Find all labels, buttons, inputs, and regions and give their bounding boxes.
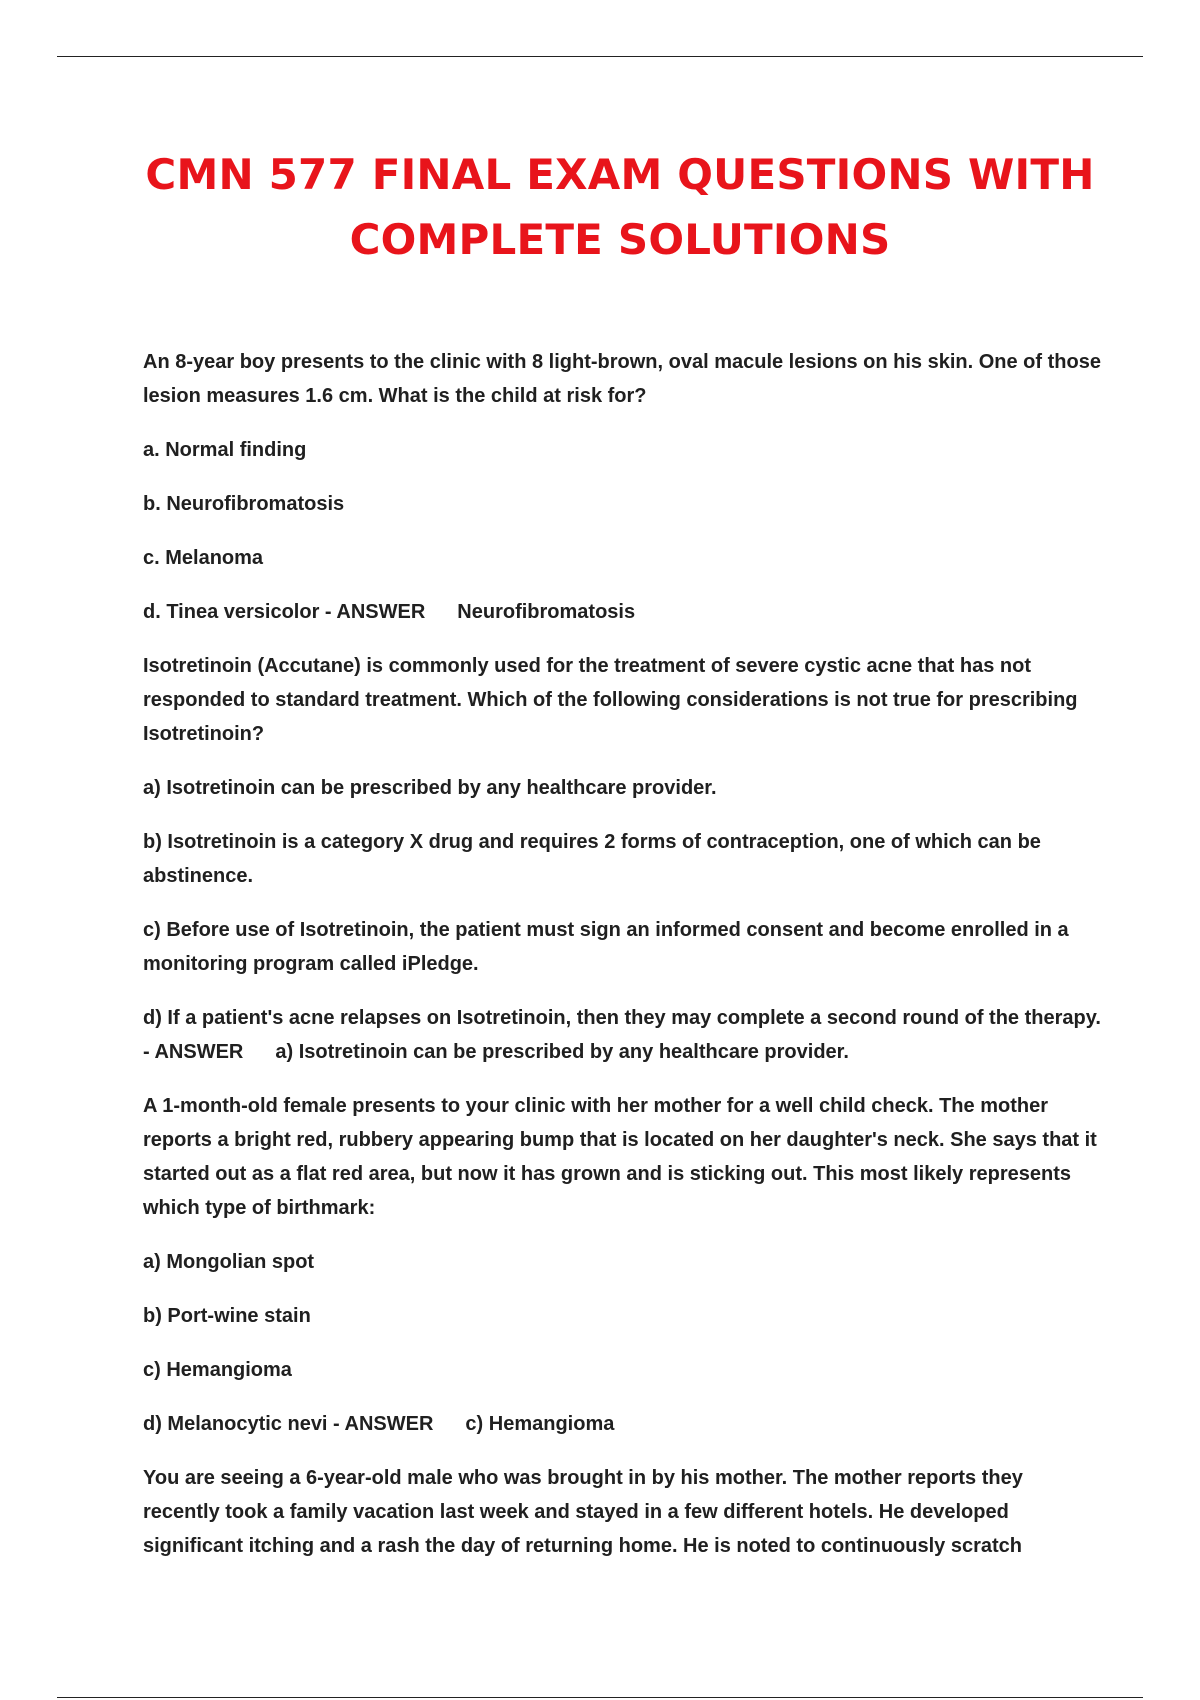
- title-line-1: CMN 577 FINAL EXAM QUESTIONS WITH: [145, 150, 1095, 199]
- question-1-option-d: [143, 595, 1103, 629]
- question-2-option-d-text: d) If a patient's acne relapses on Isotretinoin, then they may complete a second round of the therapy. - ANSWER: [143, 1007, 1101, 1063]
- question-1-answer: Neurofibromatosis: [457, 601, 636, 623]
- question-2-option-a: a) Isotretinoin can be prescribed by any healthcare provider.: [143, 777, 717, 799]
- question-3-option-d-text: d) Melanocytic nevi - ANSWER: [143, 1413, 434, 1435]
- question-1-option-d-text: d. Tinea versicolor - ANSWER: [143, 601, 426, 623]
- question-3-option-b: b) Port-wine stain: [143, 1305, 311, 1327]
- question-3-answer: c) Hemangioma: [465, 1413, 615, 1435]
- question-3-option-a: a) Mongolian spot: [143, 1251, 315, 1273]
- question-2-answer: a) Isotretinoin can be prescribed by any healthcare provider.: [275, 1041, 849, 1063]
- question-3-option-d: [143, 1407, 1103, 1441]
- title-line-2: COMPLETE SOLUTIONS: [349, 215, 891, 264]
- question-3-stem: A 1-month-old female presents to your clinic with her mother for a well child check. The mother reports a bright red, rubbery appearing bump that is located on her daughter's neck. She says that it started out as a flat red area, but now it has grown and is sticking out. This most likely represents which type of birthmark:: [143, 1095, 1097, 1219]
- question-2-option-b: b) Isotretinoin is a category X drug and requires 2 forms of contraception, one of which can be abstinence.: [143, 831, 1041, 887]
- document-body: [143, 345, 1103, 1583]
- question-1-option-b: b. Neurofibromatosis: [143, 493, 345, 515]
- question-1-option-a: a. Normal finding: [143, 439, 307, 461]
- question-4-stem: You are seeing a 6-year-old male who was brought in by his mother. The mother reports they recently took a family vacation last week and stayed in a few different hotels. He developed significant itching and a rash the day of returning home. He is noted to continuously scratch: [143, 1467, 1023, 1557]
- question-1-option-c: c. Melanoma: [143, 547, 264, 569]
- question-2-option-d: [143, 1001, 1103, 1069]
- bottom-rule: [57, 1697, 1143, 1698]
- top-rule: [57, 56, 1143, 57]
- question-2-stem: Isotretinoin (Accutane) is commonly used for the treatment of severe cystic acne that has not responded to standard treatment. Which of the following considerations is not true for prescribing Isotretinoin?: [143, 655, 1078, 745]
- question-2-option-c: c) Before use of Isotretinoin, the patient must sign an informed consent and become enrolled in a monitoring program called iPledge.: [143, 919, 1069, 975]
- document-title: [100, 142, 1140, 272]
- question-1-stem: An 8-year boy presents to the clinic with 8 light-brown, oval macule lesions on his skin. One of those lesion measures 1.6 cm. What is the child at risk for?: [143, 351, 1101, 407]
- question-3-option-c: c) Hemangioma: [143, 1359, 292, 1381]
